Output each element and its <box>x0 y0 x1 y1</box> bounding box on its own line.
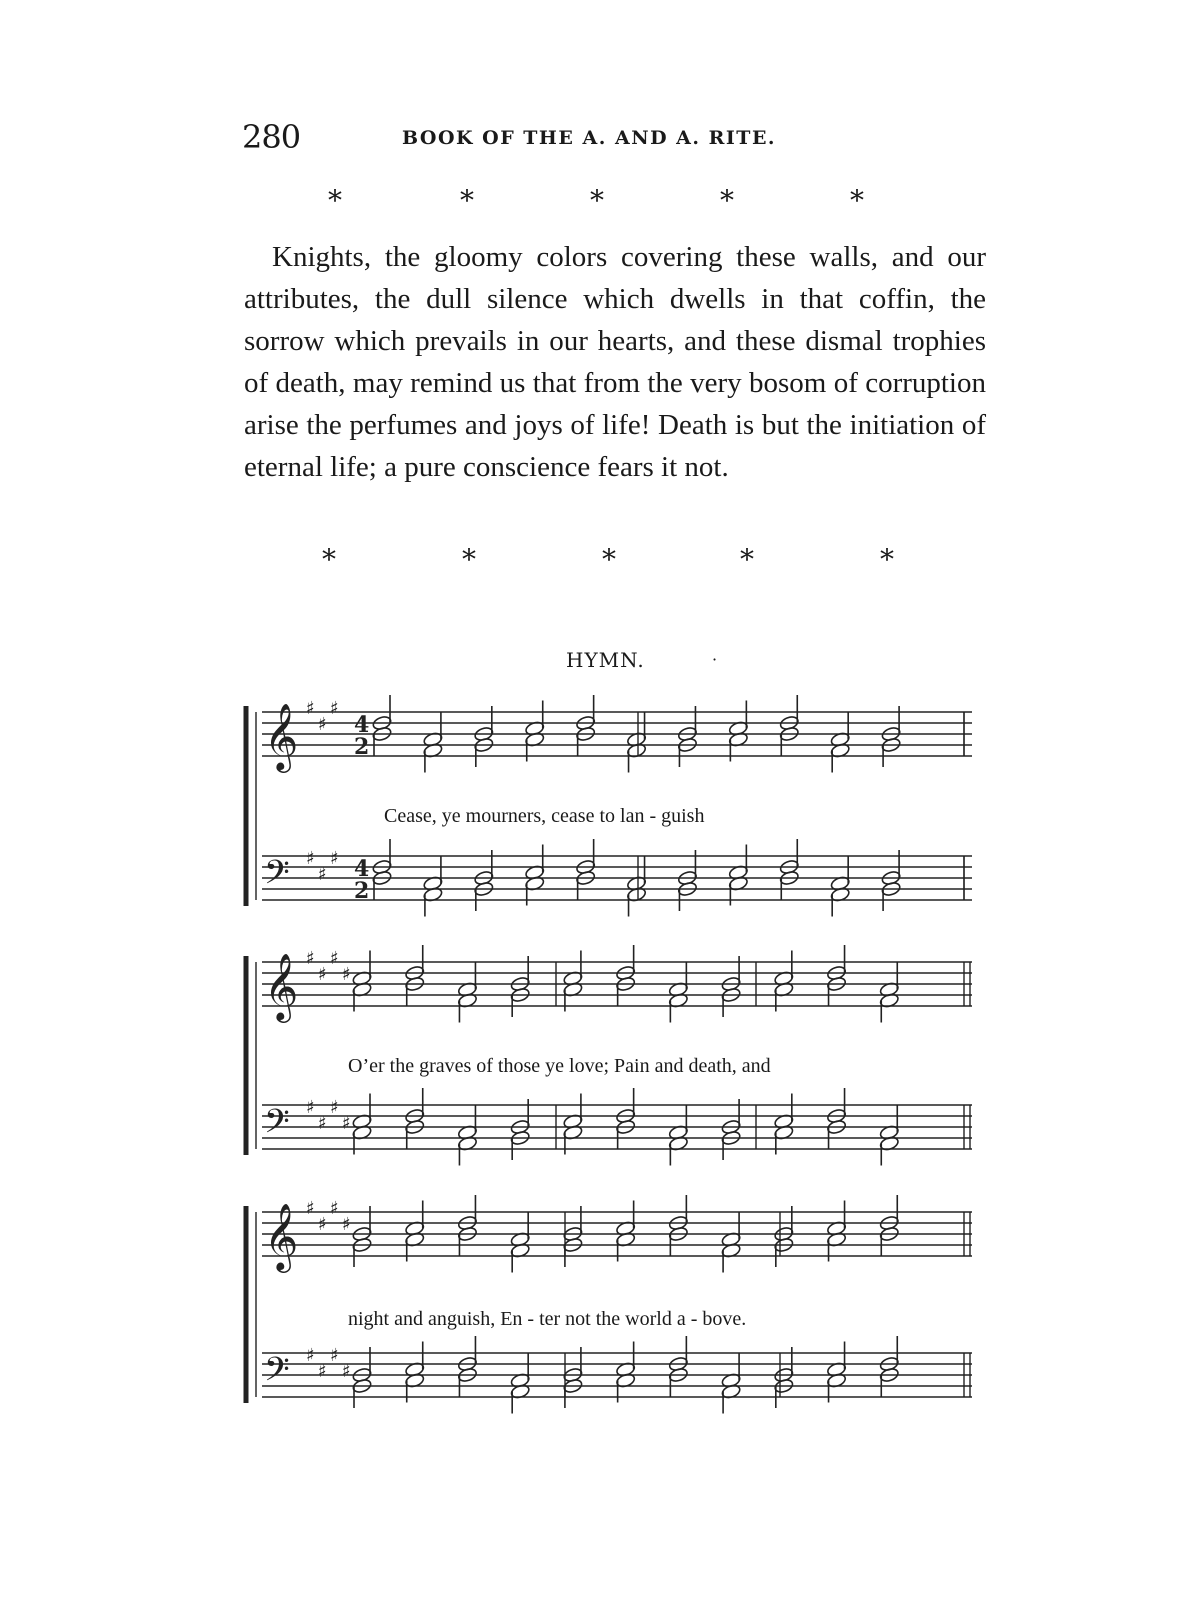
sharp-sign: ♯ <box>342 964 351 985</box>
time-signature-top: 4 <box>354 712 370 738</box>
sharp-sign: ♯ <box>330 1198 339 1219</box>
treble-clef: 𝄞 <box>264 952 299 1020</box>
sharp-sign: ♯ <box>342 1361 351 1382</box>
asterisk: * <box>850 184 864 217</box>
page-number: 280 <box>242 118 301 156</box>
treble-clef: 𝄞 <box>264 1202 299 1270</box>
lyric-line-1: Cease, ye mourners, cease to lan - guish <box>384 805 705 827</box>
bass-clef: 𝄢 <box>264 1351 290 1397</box>
sharp-sign: ♯ <box>342 1113 351 1134</box>
asterisk: * <box>328 184 342 217</box>
sharp-sign: ♯ <box>318 1113 327 1134</box>
asterisk: * <box>720 184 734 217</box>
asterisk: * <box>460 184 474 217</box>
treble-clef: 𝄞 <box>264 702 299 770</box>
asterisk: * <box>880 543 894 576</box>
bass-clef: 𝄢 <box>264 854 290 900</box>
time-signature-bottom: 2 <box>354 878 370 904</box>
sharp-sign: ♯ <box>306 848 315 869</box>
sharp-sign: ♯ <box>306 1345 315 1366</box>
lyric-line-3: night and anguish, En - ter not the world a - bove. <box>348 1308 747 1330</box>
sharp-sign: ♯ <box>318 1214 327 1235</box>
sharp-sign: ♯ <box>318 864 327 885</box>
sharp-sign: ♯ <box>330 1345 339 1366</box>
asterisk: * <box>590 184 604 217</box>
sharp-sign: ♯ <box>318 1361 327 1382</box>
ritual-paragraph: Knights, the gloomy colors covering these walls, and our attributes, the dull silence which dwells in that coffin, the sorrow which prevails in our hearts, and these dismal trophies of death, may remind us that from the very bosom of corruption arise the perfumes and joys of life! Death is but the initiation of eternal life; a pure conscience fears it not. <box>244 241 986 483</box>
asterisk: * <box>602 543 616 576</box>
sharp-sign: ♯ <box>330 948 339 969</box>
asterisk: * <box>740 543 754 576</box>
sharp-sign: ♯ <box>306 698 315 719</box>
asterisk: * <box>322 543 336 576</box>
sharp-sign: ♯ <box>342 1214 351 1235</box>
asterisk: * <box>462 543 476 576</box>
hymn-title-mark: · <box>712 650 718 669</box>
hymn-title: HYMN. <box>566 648 645 672</box>
sharp-sign: ♯ <box>318 964 327 985</box>
sharp-sign: ♯ <box>330 698 339 719</box>
sharp-sign: ♯ <box>306 1198 315 1219</box>
bass-clef: 𝄢 <box>264 1103 290 1149</box>
running-title: BOOK OF THE A. AND A. RITE. <box>402 127 777 149</box>
sharp-sign: ♯ <box>330 848 339 869</box>
sharp-sign: ♯ <box>330 1097 339 1118</box>
sharp-sign: ♯ <box>306 1097 315 1118</box>
time-signature-bottom: 2 <box>354 734 370 760</box>
sharp-sign: ♯ <box>306 948 315 969</box>
time-signature-top: 4 <box>354 856 370 882</box>
sharp-sign: ♯ <box>318 714 327 735</box>
lyric-line-2: O’er the graves of those ye love; Pain and death, and <box>348 1055 771 1077</box>
